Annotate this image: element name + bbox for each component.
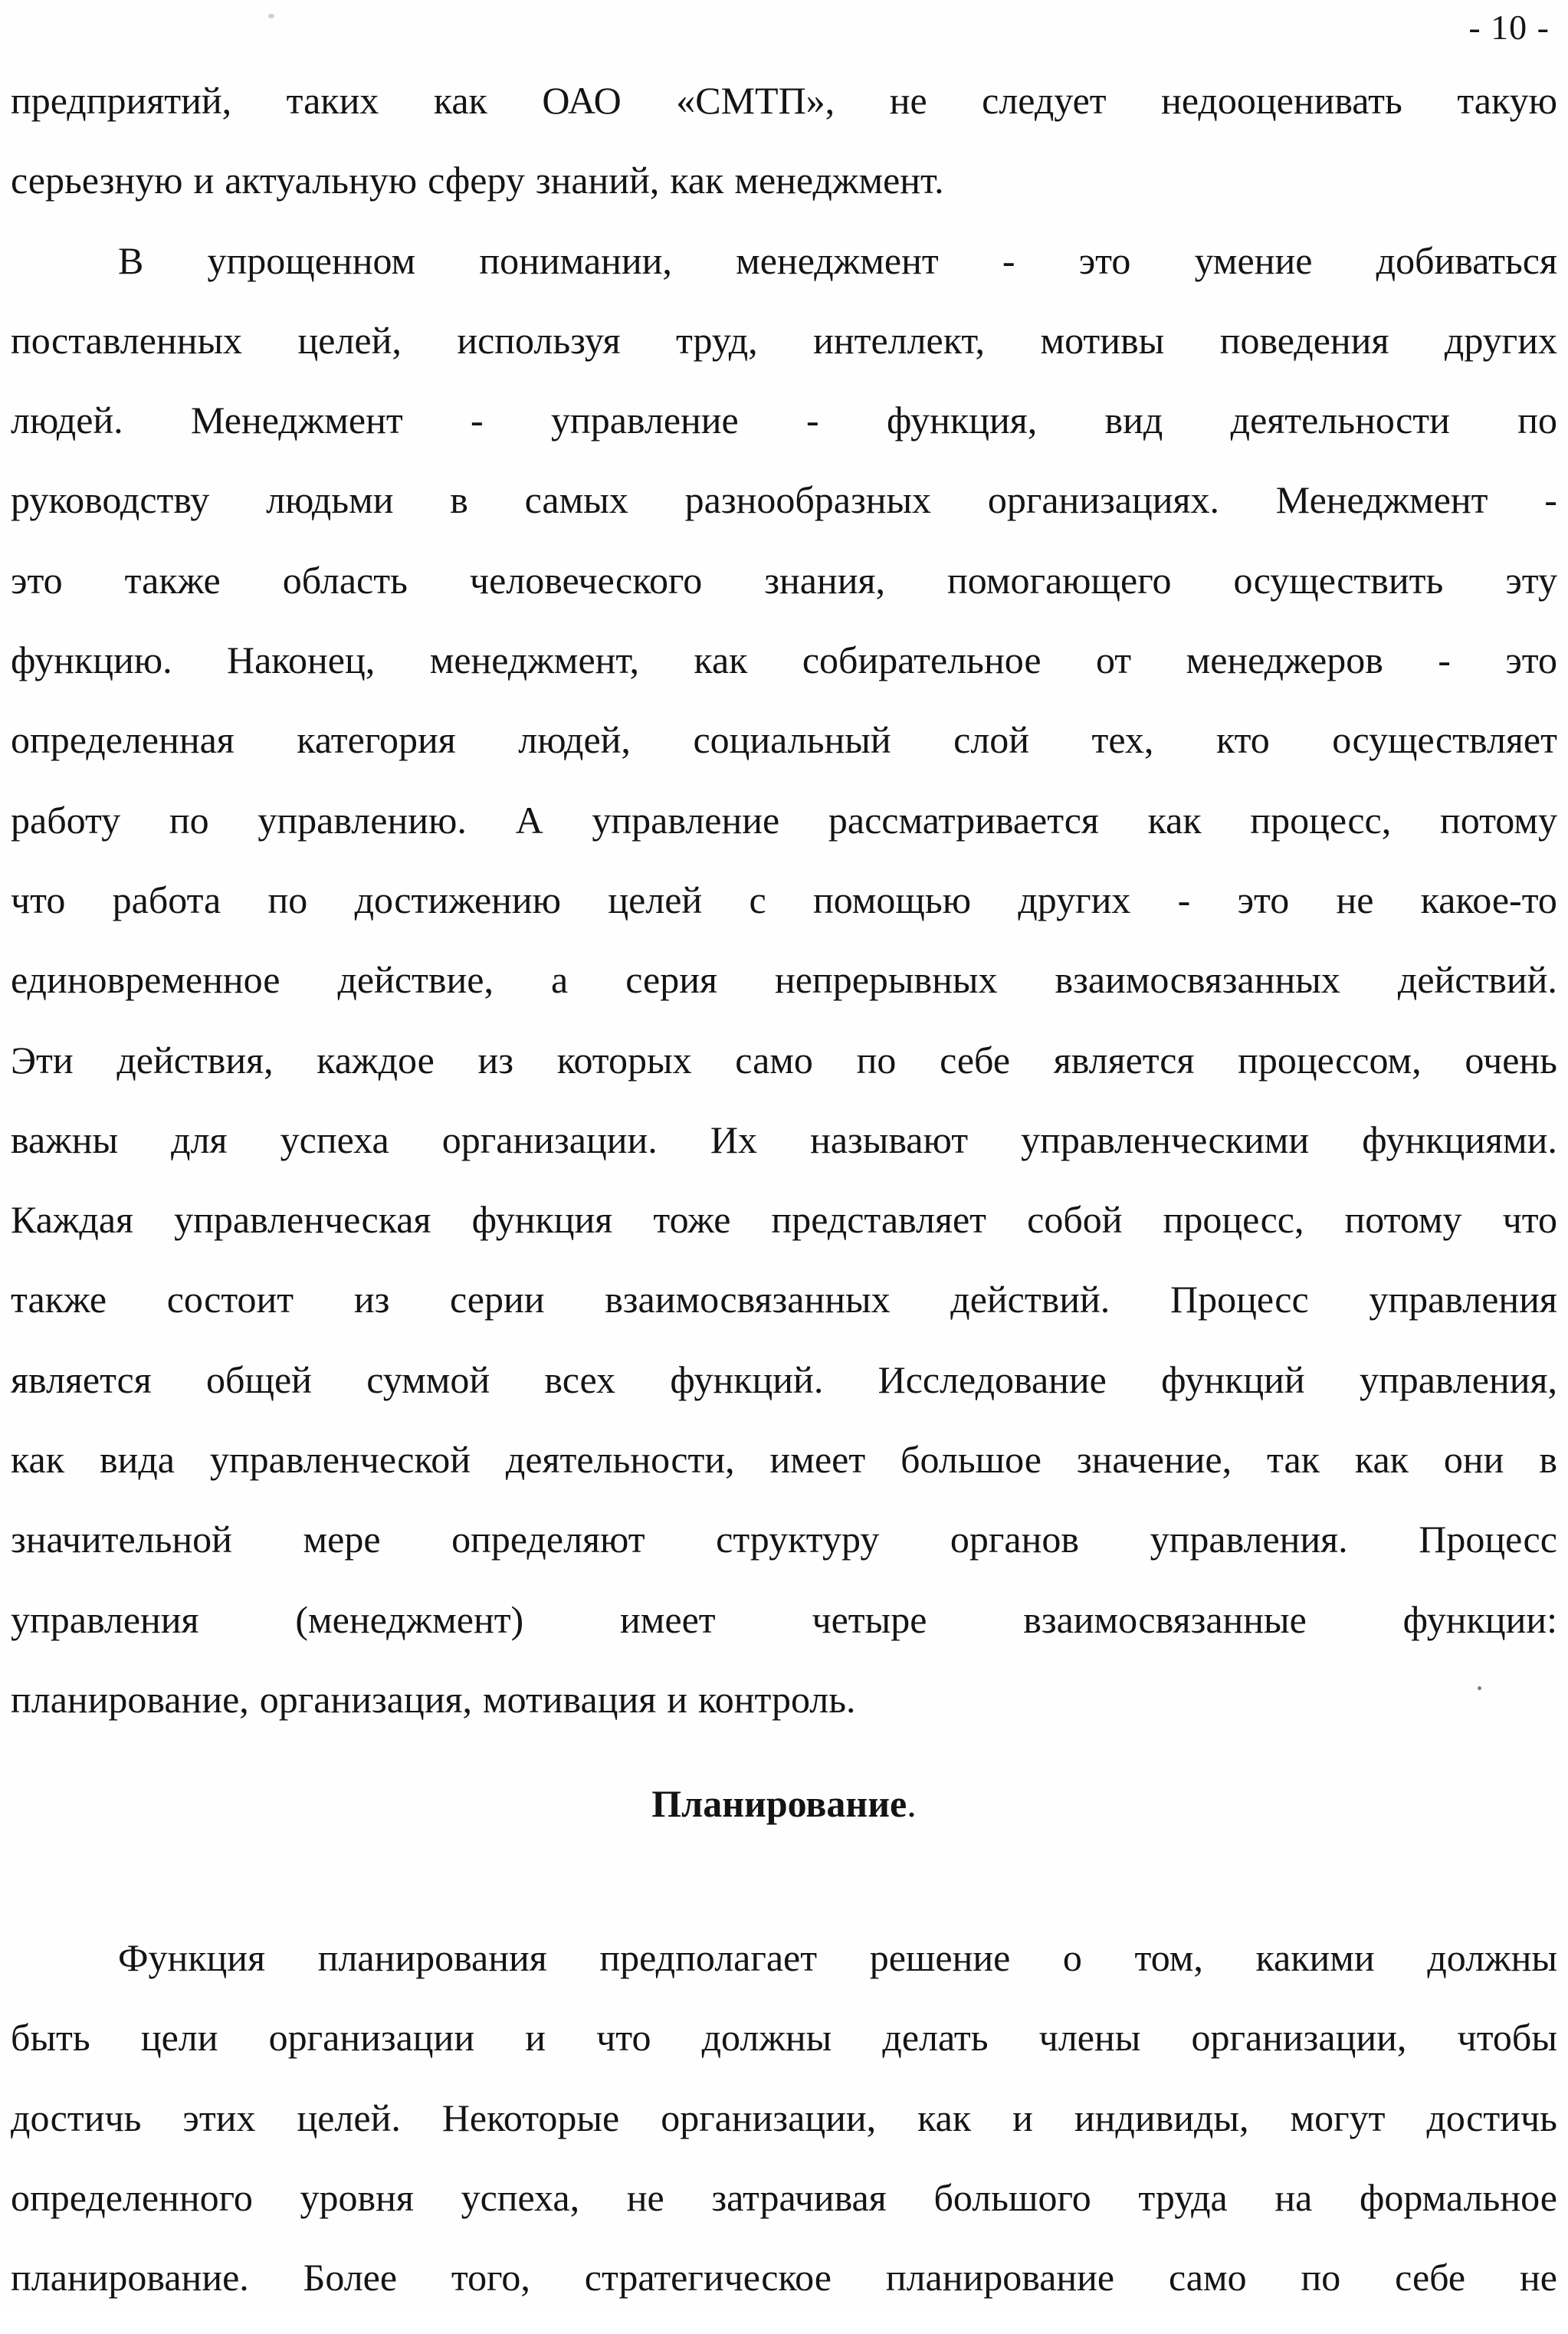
page-number: - 10 -	[1468, 8, 1550, 47]
scan-speck	[268, 14, 274, 18]
section-heading	[0, 1781, 1568, 1827]
text-line: это также область человеческого знания, помогающего осуществить эту	[11, 558, 1557, 602]
text-line: быть цели организации и что должны делать члены организации, чтобы	[11, 2016, 1557, 2060]
text-line: является общей суммой всех функций. Исследование функций управления,	[11, 1357, 1557, 1401]
text-line: достичь этих целей. Некоторые организации, как и индивиды, могут достичь	[11, 2096, 1557, 2139]
text-line: планирование, организация, мотивация и контроль.	[11, 1677, 856, 1721]
body-text-block-1	[11, 77, 1557, 1756]
text-line: единовременное действие, а серия непрерывных взаимосвязанных действий.	[11, 958, 1557, 1002]
text-line: поставленных целей, используя труд, интеллект, мотивы поведения других	[11, 318, 1557, 362]
text-line: серьезную и актуальную сферу знаний, как менеджмент.	[11, 159, 944, 202]
text-line: определенного уровня успеха, не затрачивая большого труда на формальное	[11, 2175, 1557, 2219]
text-line: как вида управленческой деятельности, имеет большое значение, так как они в	[11, 1438, 1557, 1482]
text-line: предприятий, таких как ОАО «СМТП», не следует недооценивать такую	[11, 79, 1557, 122]
text-line: функцию. Наконец, менеджмент, как собирательное от менеджеров - это	[11, 638, 1557, 682]
text-line: работу по управлению. А управление рассматривается как процесс, потому	[11, 798, 1557, 842]
section-heading-text: Планирование	[651, 1782, 907, 1825]
text-line: планирование. Более того, стратегическое планирование само по себе не	[11, 2256, 1557, 2300]
text-line: важны для успеха организации. Их называют управленческими функциями.	[11, 1118, 1557, 1161]
text-line: что работа по достижению целей с помощью других - это не какое-то	[11, 878, 1557, 921]
text-line: руководству людьми в самых разнообразных организациях. Менеджмент -	[11, 478, 1557, 522]
text-line: Каждая управленческая функция тоже представляет собой процесс, потому что	[11, 1198, 1557, 1242]
text-line: Функция планирования предполагает решение о том, какими должны	[118, 1936, 1557, 1979]
text-line: управления (менеджмент) имеет четыре взаимосвязанные функции:	[11, 1597, 1557, 1641]
text-line: значительной мере определяют структуру органов управления. Процесс	[11, 1518, 1557, 1561]
scan-speck	[1478, 1686, 1481, 1690]
section-heading-punct: .	[907, 1782, 917, 1825]
body-text-block-2	[11, 1935, 1557, 2334]
text-line: В упрощенном понимании, менеджмент - это умение добиваться	[118, 238, 1557, 282]
text-line: определенная категория людей, социальный слой тех, кто осуществляет	[11, 718, 1557, 762]
text-line: также состоит из серии взаимосвязанных действий. Процесс управления	[11, 1278, 1557, 1321]
text-line: людей. Менеджмент - управление - функция, вид деятельности по	[11, 399, 1557, 442]
text-line: Эти действия, каждое из которых само по себе является процессом, очень	[11, 1038, 1557, 1082]
